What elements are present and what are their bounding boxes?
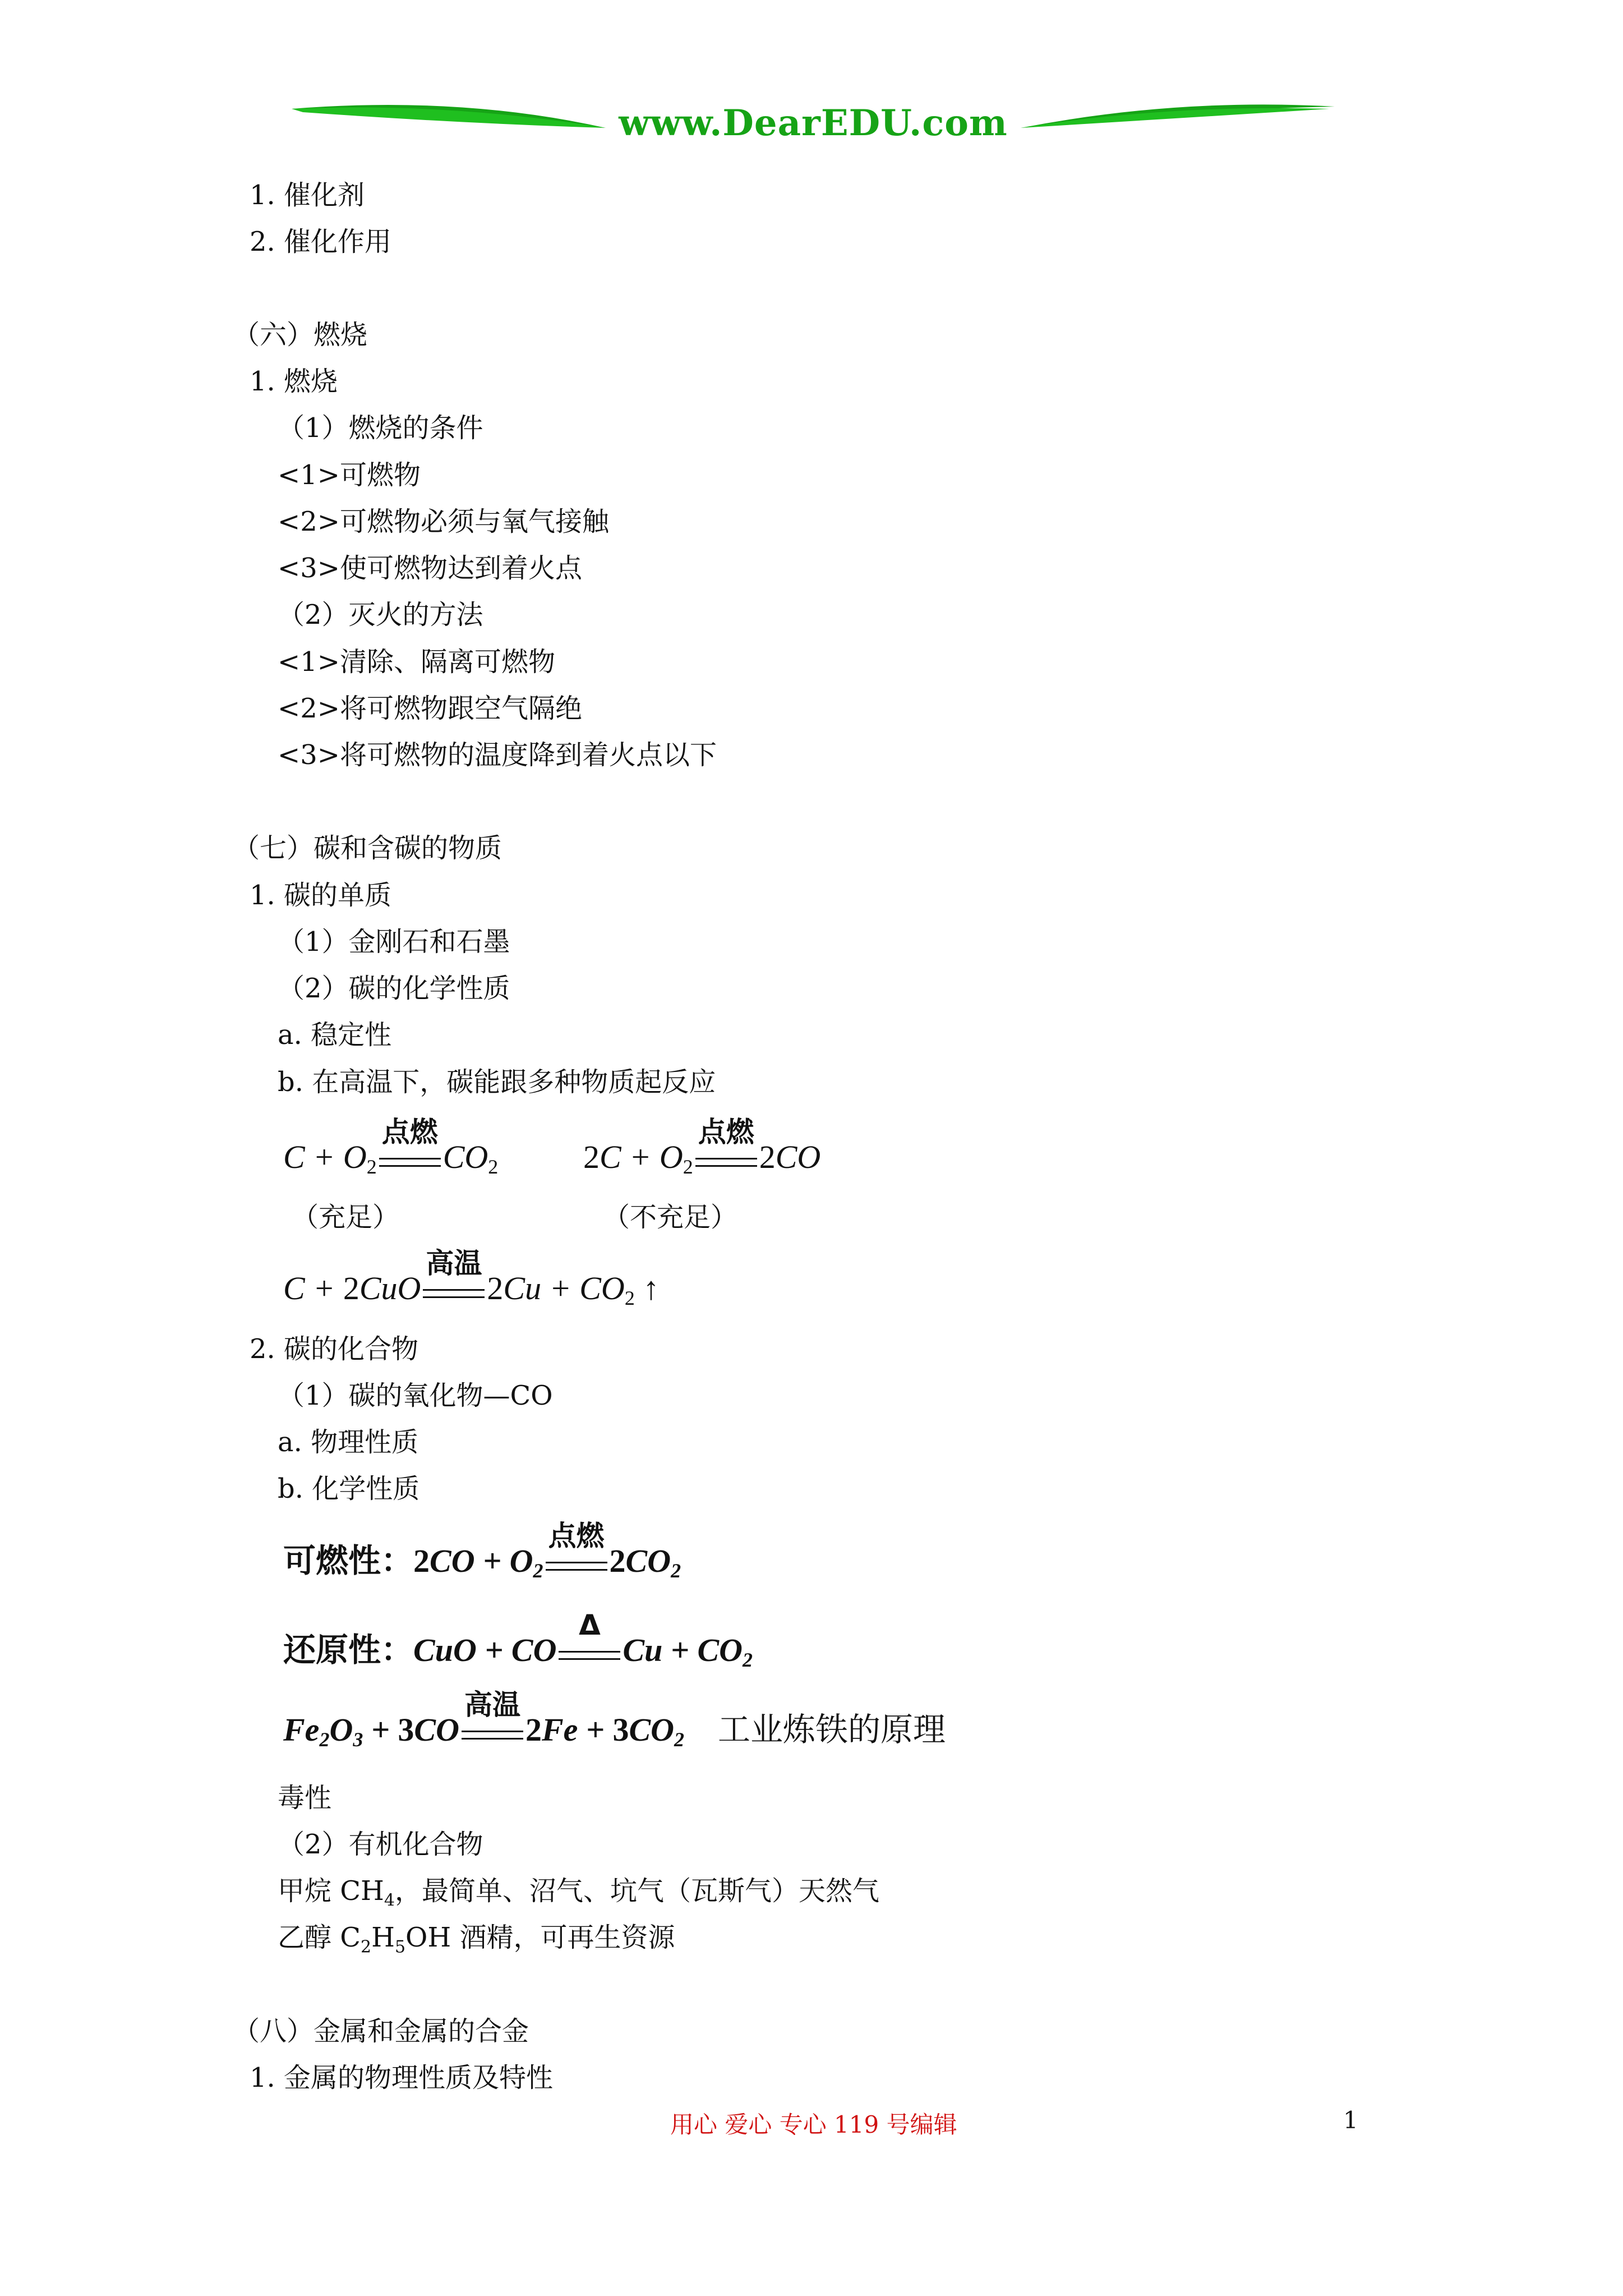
text-line: <1>可燃物 xyxy=(278,459,421,491)
text-line: （1）金刚石和石墨 xyxy=(278,926,510,958)
text-line: a. 稳定性 xyxy=(278,1019,392,1051)
reaction-arrow: 高温 xyxy=(423,1283,485,1300)
text-line: （2）碳的化学性质 xyxy=(278,973,510,1004)
equation-iron-smelting: $Fe_2O_3 + 3CO$ 高温 $2Fe + 3CO_2$ 工业炼铁的原理 xyxy=(283,1688,946,1751)
text-line: <2>将可燃物跟空气隔绝 xyxy=(278,693,582,724)
text-line: <3>将可燃物的温度降到着火点以下 xyxy=(278,739,717,771)
site-header xyxy=(292,90,1335,163)
page-number: 1 xyxy=(1343,2106,1358,2134)
text-line: 甲烷 $CH_4$，最简单、沼气、坑气（瓦斯气）天然气 xyxy=(278,1875,879,1911)
text-line: 1. 碳的单质 xyxy=(250,880,392,911)
text-line: （1）碳的氧化物—CO xyxy=(278,1380,553,1411)
reaction-arrow: 点燃 xyxy=(379,1152,441,1169)
reaction-arrow: 点燃 xyxy=(695,1152,757,1169)
text-line: a. 物理性质 xyxy=(278,1427,419,1458)
section-heading: （七）碳和含碳的物质 xyxy=(233,832,502,864)
section-heading: （八）金属和金属的合金 xyxy=(233,2016,529,2047)
text-line: （2）有机化合物 xyxy=(278,1829,483,1860)
text-line: 毒性 xyxy=(278,1782,332,1814)
condition-note: （不充足） xyxy=(603,1202,738,1233)
text-line: b. 化学性质 xyxy=(278,1473,420,1504)
equation-carbon-combustion: $C + O_2$ 点燃 $CO_2$ xyxy=(283,1115,499,1178)
text-line: 1. 催化剂 xyxy=(250,180,365,211)
text-line: 2. 碳的化合物 xyxy=(250,1333,419,1365)
condition-note: （充足） xyxy=(292,1202,400,1233)
text-line: 乙醇 $C_2H_5OH$ 酒精，可再生资源 xyxy=(278,1922,675,1957)
equation-co-flammable: 可燃性：$2CO + O_2$ 点燃 $2CO_2$ xyxy=(283,1519,681,1582)
text-line: 1. 金属的物理性质及特性 xyxy=(250,2062,554,2093)
text-line: （2）灭火的方法 xyxy=(278,599,483,631)
text-line: <3>使可燃物达到着火点 xyxy=(278,553,582,584)
text-line: 1. 燃烧 xyxy=(250,366,338,397)
site-name[interactable]: www.DearEDU.com xyxy=(619,102,1008,144)
text-line: <1>清除、隔离可燃物 xyxy=(278,646,555,678)
equation-carbon-reduction: C + 2CuO 高温 $2Cu + CO_2$ ↑ xyxy=(283,1246,660,1309)
equation-co-reducing: 还原性：CuO + CO Δ $Cu + CO_2$ xyxy=(283,1608,753,1671)
text-line: b. 在高温下，碳能跟多种物质起反应 xyxy=(278,1066,716,1098)
reaction-arrow: Δ xyxy=(559,1645,620,1662)
equation-incomplete-combustion: $2C + O_2$ 点燃 2CO xyxy=(583,1115,821,1178)
reaction-arrow: 点燃 xyxy=(546,1556,607,1573)
text-line: （1）燃烧的条件 xyxy=(278,412,483,444)
text-line: 2. 催化作用 xyxy=(250,226,392,257)
text-line: <2>可燃物必须与氧气接触 xyxy=(278,506,609,537)
section-heading: （六）燃烧 xyxy=(233,319,368,351)
reaction-arrow: 高温 xyxy=(462,1725,523,1742)
footer-note: 用心 爱心 专心 119 号编辑 xyxy=(670,2111,957,2138)
